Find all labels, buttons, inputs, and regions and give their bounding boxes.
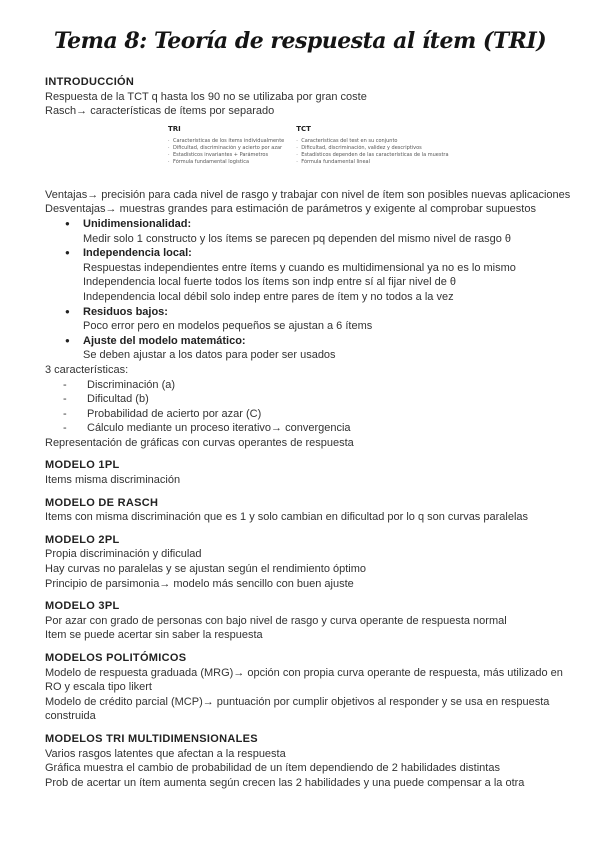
section-heading: MODELO 3PL [45,600,120,613]
ventajas-text: Ventajas→ precisión para cada nivel de rasgo y trabajar con nivel de ítem son posibles nuevas aplicaciones [45,188,571,201]
list-item [65,217,575,246]
text-line: Modelo de respuesta graduada (MRG)→ opción con propia curva operante de respuesta, más utilizado en RO y escala tipo likert [45,666,563,694]
tri-item: · Estadísticos invariantes + Parámetros [168,152,284,159]
tct-item: · Estadísticos dependen de las características de la muestra [296,152,448,159]
section-heading: INTRODUCCIÓN [45,76,135,88]
caracteristicas-list [45,378,575,436]
section-heading: MODELO 2PL [45,533,120,546]
text-line: Varios rasgos latentes que afectan a la respuesta [45,747,286,760]
supuesto-label: ● Ajuste del modelo matemático: [83,334,246,347]
supuesto-label: ● Unidimensionalidad: [83,217,192,230]
tct-header: TCT [296,124,311,133]
supuestos-list [45,217,575,363]
text-line: Items con misma discriminación que es 1 y solo cambian en dificultad por lo q son curvas paralelas [45,511,529,524]
tri-item: · Fórmula fundamental logística [168,159,284,166]
text-line: Respuesta de la TCT q hasta los 90 no se utilizaba por gran coste [45,90,367,103]
list-item [65,305,575,334]
text-line: Modelo de crédito parcial (MCP)→ puntuación por cumplir objetivos al responder y se usa en respuesta construida [45,695,550,723]
section-heading: MODELOS POLITÓMICOS [45,652,187,664]
tri-column [168,122,284,184]
desventajas-text: Desventajas→ muestras grandes para estimación de parámetros y exigente al comprobar supuestos [45,203,536,216]
tct-item: · Fórmula fundamental lineal [296,159,448,166]
tri-header: TRI [168,124,181,133]
tri-item: · Características de los ítems individualmente [168,138,284,145]
supuesto-text: Poco error pero en modelos pequeños se ajustan a 6 ítems [83,320,373,333]
text-line: Gráfica muestra el cambio de probabilidad de un ítem dependiendo de 2 habilidades distintas [45,762,500,775]
text-line: Principio de parsimonia→ modelo más sencillo con buen ajuste [45,577,354,590]
text-line: Items misma discriminación [45,474,181,487]
page-title: Tema 8: Teoría de respuesta al ítem (TRI) [53,28,547,54]
supuesto-label: ● Independencia local: [83,247,192,260]
supuesto-label: ● Residuos bajos: [83,305,168,318]
document-body [45,75,575,790]
comparison-table-image [168,122,449,184]
list-item: - Cálculo mediante un proceso iterativo→ convergencia [63,421,575,436]
supuesto-text: Independencia local débil solo indep entre pares de ítem y no todos a la vez [83,290,454,303]
list-item [65,246,575,304]
caracteristicas-label: 3 características: [45,363,129,376]
text-line: Hay curvas no paralelas y se ajustan según el rendimiento óptimo [45,563,367,576]
section-heading: MODELO 1PL [45,459,120,472]
supuesto-text: Medir solo 1 constructo y los ítems se parecen pq dependen del mismo nivel de rasgo θ [83,232,512,245]
text-line: Rasch→ características de ítems por separado [45,105,275,118]
section-heading: MODELO DE RASCH [45,496,159,509]
list-item [65,334,575,363]
text-line: Por azar con grado de personas con bajo nivel de rasgo y curva operante de respuesta normal [45,614,507,627]
tct-column [296,122,448,184]
supuesto-text: Respuestas independientes entre ítems y cuando es multidimensional ya no es lo mismo [83,261,516,274]
tct-item: · Dificultad, discriminación, validez y descriptivos [296,145,448,152]
list-item: - Dificultad (b) [63,392,575,407]
supuesto-text: Independencia local fuerte todos los ítems son indp entre sí al fijar nivel de θ [83,276,457,289]
tct-item: · Características del test en su conjunto [296,138,448,145]
text-line: Prob de acertar un ítem aumenta según crecen las 2 habilidades y una puede compensar a la otra [45,776,525,789]
supuesto-text: Se deben ajustar a los datos para poder ser usados [83,349,336,362]
tri-item: · Dificultad, discriminación y acierto por azar [168,145,284,152]
list-item: - Discriminación (a) [63,378,575,393]
text-line: Item se puede acertar sin saber la respuesta [45,629,263,642]
list-item: - Probabilidad de acierto por azar (C) [63,407,575,422]
text-line: Representación de gráficas con curvas operantes de respuesta [45,436,354,449]
text-line: Propia discriminación y dificulad [45,548,202,561]
section-heading: MODELOS TRI MULTIDIMENSIONALES [45,732,258,745]
